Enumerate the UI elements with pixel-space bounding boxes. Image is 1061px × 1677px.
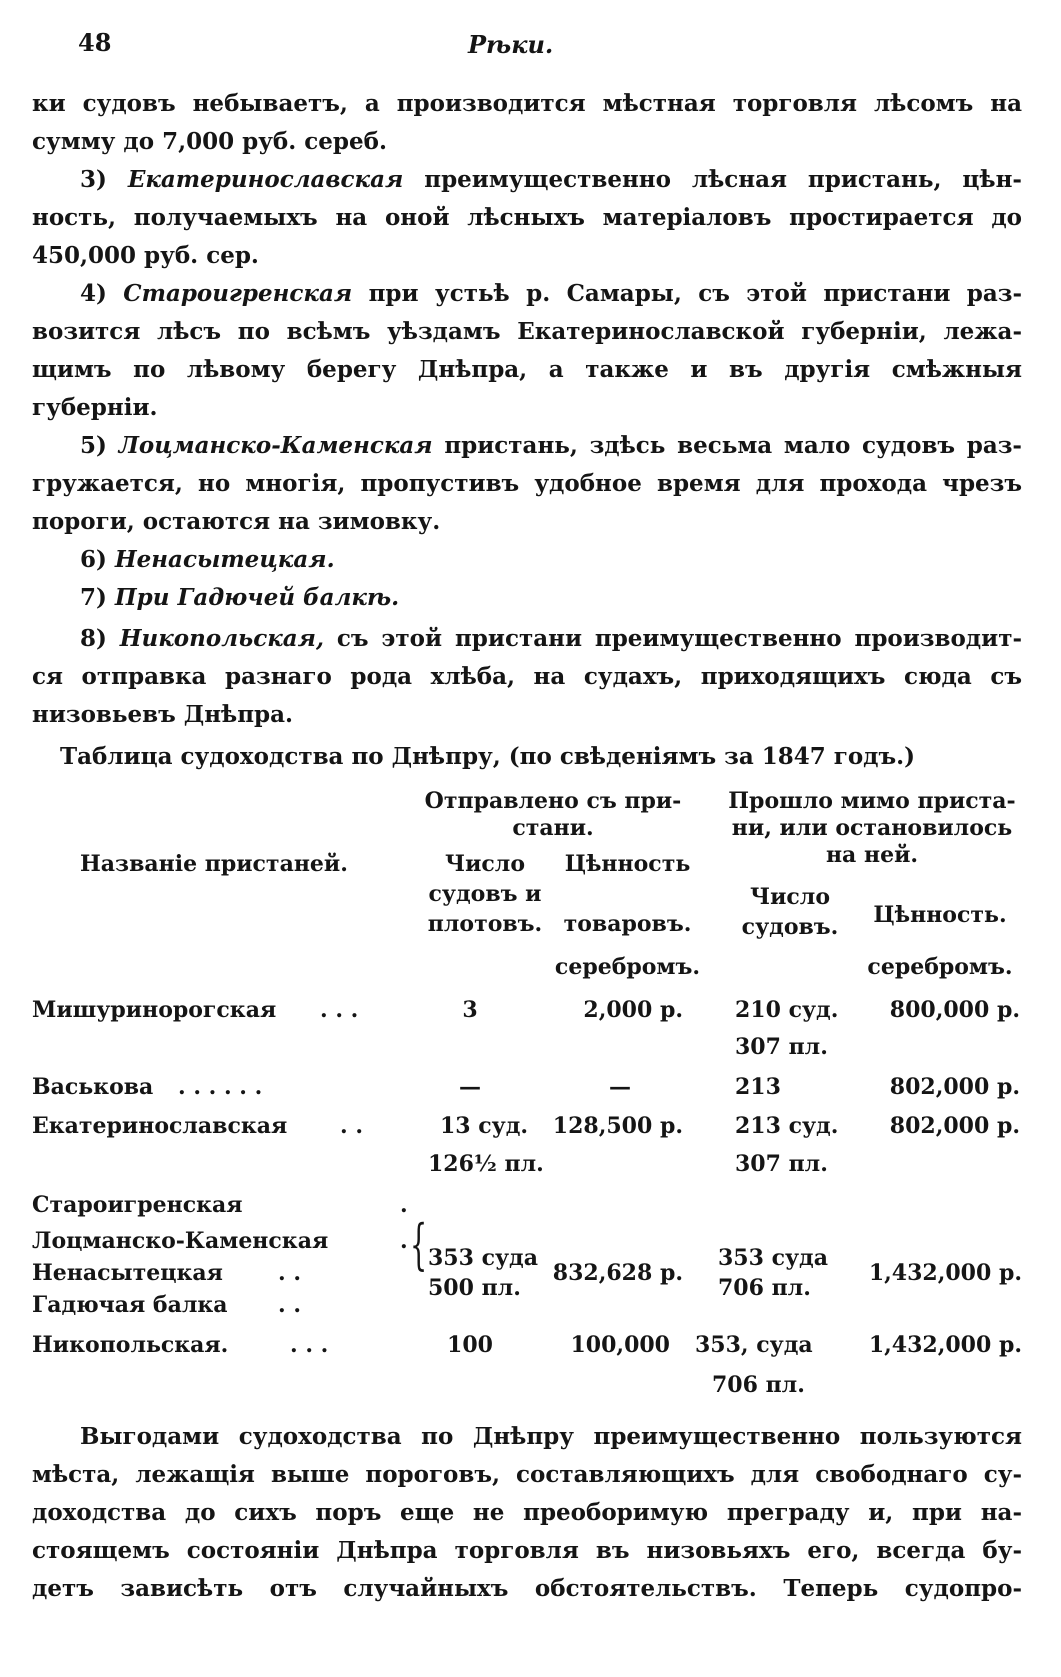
sent-count-cell: 126½ пл. <box>428 1151 544 1177</box>
passed-count-cell: 353, суда <box>695 1332 813 1358</box>
header-passed-count: Число <box>750 884 830 910</box>
leader-dots: . <box>400 1228 408 1254</box>
passed-count-cell: 210 суд. <box>735 997 839 1023</box>
passed-count-cell: 706 пл. <box>718 1275 811 1301</box>
sent-count-cell: 353 суда <box>428 1245 538 1271</box>
harbor-cell: Екатеринославская <box>32 1113 288 1139</box>
item-number: 7) <box>80 584 107 611</box>
item-number: 4) <box>80 280 107 307</box>
text-line: детъ зависѣть отъ случайныхъ обстоятельствъ. Теперь судопро- <box>32 1575 1022 1602</box>
text-line: 450,000 руб. сер. <box>32 242 259 269</box>
text-span: пристань, здѣсь весьма мало судовъ раз- <box>444 432 1022 459</box>
header-sent-count: плотовъ. <box>427 911 543 937</box>
harbor-cell: Никопольская. <box>32 1332 229 1358</box>
sent-value-cell: — <box>609 1074 631 1100</box>
harbor-cell: Ненасытецкая <box>32 1260 223 1286</box>
harbor-cell: Гадючая балка <box>32 1292 228 1318</box>
item-number: 3) <box>80 166 107 193</box>
leader-dots: . . . . . . <box>178 1074 263 1100</box>
page-number: 48 <box>78 28 112 57</box>
harbor-name: Никопольская, <box>119 625 324 652</box>
leader-dots: . <box>400 1192 408 1218</box>
harbor-cell: Лоцманско-Каменская <box>32 1228 329 1254</box>
passed-count-cell: 307 пл. <box>735 1151 828 1177</box>
leader-dots: . . <box>278 1292 301 1318</box>
header-passed-group: Прошло мимо приста- <box>728 788 1016 814</box>
passed-value-cell: 800,000 р. <box>889 997 1020 1023</box>
leader-dots: . . <box>278 1260 301 1286</box>
sent-count-cell: 500 пл. <box>428 1275 521 1301</box>
paragraph-8-line <box>80 620 1022 658</box>
text-line: пороги, остаются на зимовку. <box>32 508 441 535</box>
sent-count-cell: 3 <box>462 997 478 1023</box>
header-passed-group: ни, или остановилось <box>731 815 1013 841</box>
header-sent-group: Отправлено съ при- <box>424 788 682 814</box>
sent-value-cell: 100,000 <box>570 1332 670 1358</box>
harbor-name: Екатеринославская <box>127 166 404 193</box>
sent-count-cell: 100 <box>447 1332 493 1358</box>
text-line: ся отправка разнаго рода хлѣба, на судахъ, приходящихъ сюда съ <box>32 663 1022 690</box>
paragraph-4-line <box>80 275 1022 313</box>
passed-count-cell: 706 пл. <box>712 1372 805 1398</box>
item-number: 8) <box>80 625 107 652</box>
header-passed-value: серебромъ. <box>867 954 1013 980</box>
leader-dots: . . <box>340 1113 363 1139</box>
passed-value-cell: 1,432,000 р. <box>868 1260 1022 1286</box>
header-passed-count: судовъ. <box>741 914 839 940</box>
paragraph-7-line <box>80 579 1022 617</box>
harbor-cell: Мишуринорогская <box>32 997 277 1023</box>
passed-count-cell: 353 суда <box>718 1245 828 1271</box>
paragraph-3-line <box>80 161 1022 199</box>
sent-count-cell: — <box>459 1074 481 1100</box>
header-sent-count: судовъ и <box>428 881 542 907</box>
running-title: Рѣки. <box>468 30 554 59</box>
table-title: Таблица судоходства по Днѣпру, (по свѣденіямъ за 1847 годъ.) <box>60 743 916 770</box>
text-line: доходства до сихъ поръ еще не преоборимую преграду и, при на- <box>32 1499 1022 1526</box>
text-line: возится лѣсъ по всѣмъ уѣздамъ Екатеринославской губерніи, лежа- <box>32 318 1022 345</box>
item-number: 6) <box>80 546 107 573</box>
text-line: губерніи. <box>32 394 158 421</box>
text-line: гружается, но многія, пропустивъ удобное время для прохода чрезъ <box>32 470 1022 497</box>
harbor-name: Староигренская <box>123 280 353 307</box>
sent-value-cell: 2,000 р. <box>583 997 683 1023</box>
text-line: низовьевъ Днѣпра. <box>32 701 294 728</box>
text-line: стоящемъ состояніи Днѣпра торговля въ низовьяхъ его, всегда бу- <box>32 1537 1022 1564</box>
text-line: мѣста, лежащія выше пороговъ, составляющихъ для свободнаго су- <box>32 1461 1022 1488</box>
header-sent-value: серебромъ. <box>554 954 701 980</box>
paragraph-5-line <box>80 427 1022 465</box>
harbor-name: Лоцманско-Каменская <box>118 432 433 459</box>
text-line: щимъ по лѣвому берегу Днѣпра, а также и въ другія смѣжныя <box>32 356 1022 383</box>
leader-dots: . . . <box>290 1332 329 1358</box>
header-passed-value: Цѣнность. <box>873 902 1007 928</box>
sent-value-cell: 832,628 р. <box>552 1260 683 1286</box>
header-name: Названіе пристаней. <box>80 851 348 877</box>
text-line: сумму до 7,000 руб. сереб. <box>32 128 387 155</box>
harbor-cell: Староигренская <box>32 1192 243 1218</box>
passed-count-cell: 307 пл. <box>735 1034 828 1060</box>
harbor-cell: Васькова <box>32 1074 154 1100</box>
text-line: Выгодами судоходства по Днѣпру преимущественно пользуются <box>80 1423 1022 1450</box>
passed-count-cell: 213 <box>735 1074 781 1100</box>
harbor-name: Ненасытецкая. <box>114 546 335 573</box>
text-span: съ этой пристани преимущественно производит- <box>336 625 1022 652</box>
passed-value-cell: 802,000 р. <box>889 1113 1020 1139</box>
paragraph-6-line <box>80 541 1022 579</box>
text-line: ки судовъ небываетъ, а производится мѣстная торговля лѣсомъ на <box>32 90 1022 117</box>
text-line: ность, получаемыхъ на оной лѣсныхъ матеріаловъ простирается до <box>32 204 1022 231</box>
passed-value-cell: 802,000 р. <box>889 1074 1020 1100</box>
harbor-name: При Гадючей балкѣ. <box>114 584 400 611</box>
header-sent-count: Число <box>445 851 525 877</box>
passed-value-cell: 1,432,000 р. <box>868 1332 1022 1358</box>
sent-value-cell: 128,500 р. <box>552 1113 683 1139</box>
header-sent-value: Цѣнность <box>564 851 691 877</box>
text-span: преимущественно лѣсная пристань, цѣн- <box>424 166 1022 193</box>
item-number: 5) <box>80 432 107 459</box>
group-brace: { <box>410 1213 428 1276</box>
sent-count-cell: 13 суд. <box>440 1113 529 1139</box>
header-passed-group: на ней. <box>825 842 919 868</box>
leader-dots: . . . <box>320 997 359 1023</box>
passed-count-cell: 213 суд. <box>735 1113 839 1139</box>
header-sent-group: стани. <box>512 815 594 841</box>
header-sent-value: товаровъ. <box>563 911 692 937</box>
text-span: при устьѣ р. Самары, съ этой пристани раз- <box>368 280 1022 307</box>
